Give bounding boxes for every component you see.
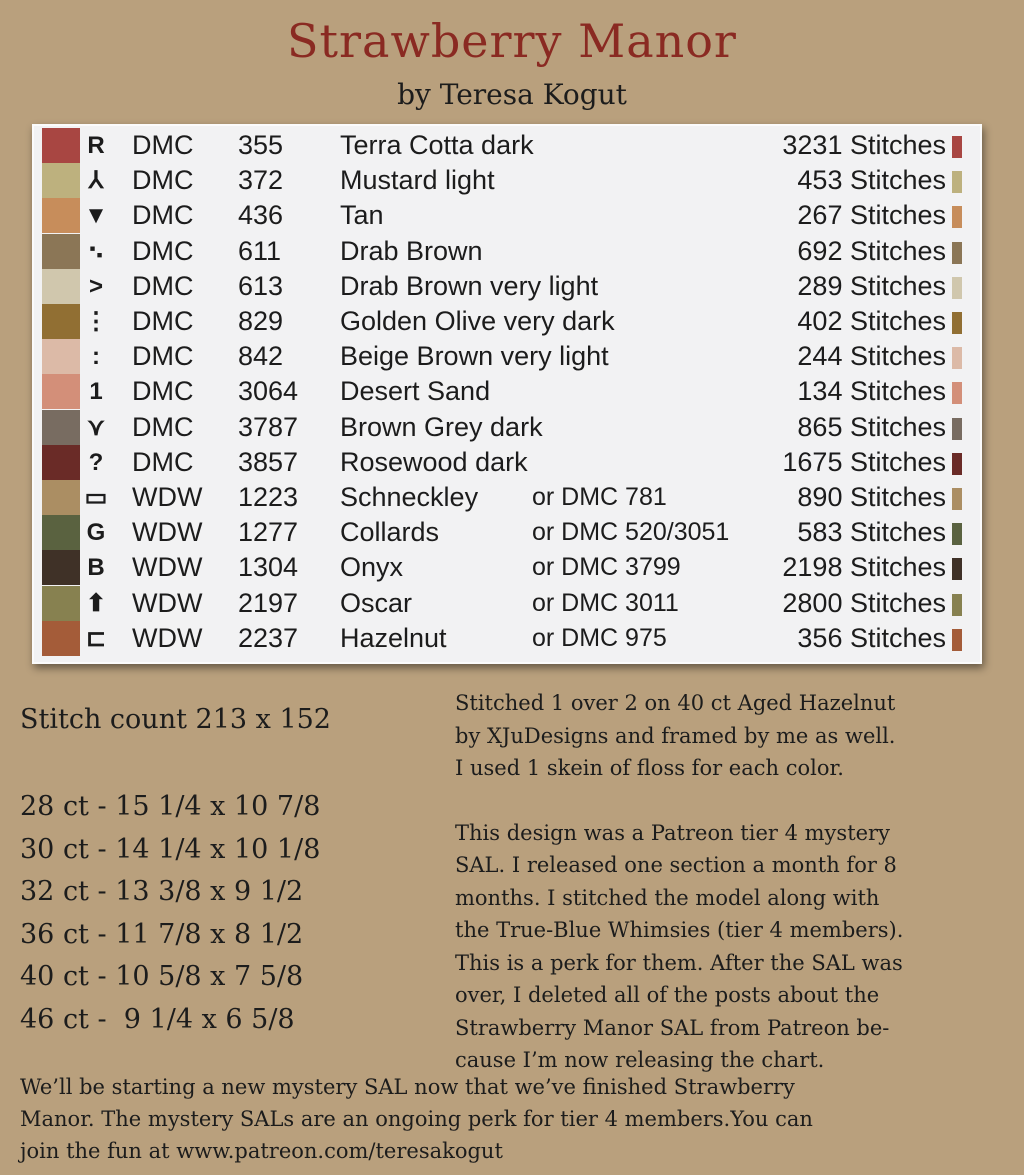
thread-code: 3857 [238, 446, 299, 477]
stitch-count-cell: 865 Stitches [797, 411, 946, 442]
end-color-swatch [952, 488, 962, 510]
color-name: Mustard light [340, 165, 495, 196]
legend-row [34, 586, 980, 621]
thread-brand: WDW [132, 482, 203, 512]
notes-paragraph-2 [455, 817, 1015, 1077]
stitch-count-cell: 692 Stitches [797, 235, 946, 266]
legend-row [34, 410, 980, 445]
color-swatch [42, 374, 80, 409]
stitch-symbol: > [88, 272, 103, 300]
legend-row [34, 550, 980, 585]
stitch-count-cell: 289 Stitches [797, 270, 946, 301]
stitch-symbol: ⋎ [87, 413, 105, 441]
thread-brand: WDW [132, 517, 203, 548]
size-line: 28 ct - 15 1/4 x 10 7/8 [20, 791, 321, 822]
alternative-thread: or DMC 781 [532, 483, 667, 511]
text-line: by XJuDesigns and framed by me as well. [455, 723, 896, 748]
color-name: Rosewood dark [340, 446, 528, 477]
stitch-count-cell: 890 Stitches [797, 482, 946, 512]
thread-brand: WDW [132, 622, 203, 653]
legend-row [34, 269, 980, 304]
end-color-swatch [952, 418, 962, 440]
color-name: Schneckley [340, 482, 479, 512]
text-line: Strawberry Manor SAL from Patreon be- [455, 1015, 890, 1040]
fabric-size-list [20, 786, 320, 1041]
size-line: 30 ct - 14 1/4 x 10 1/8 [20, 833, 321, 865]
alternative-thread: or DMC 3011 [532, 588, 679, 617]
end-color-swatch [952, 523, 962, 545]
thread-code: 1277 [238, 517, 299, 548]
thread-code: 436 [238, 200, 284, 231]
legend-row [34, 198, 980, 233]
text-line: We’ll be starting a new mystery SAL now that we’ve finished Strawberry [20, 1075, 795, 1099]
end-color-swatch [952, 594, 962, 616]
thread-brand: WDW [132, 552, 203, 583]
color-name: Hazelnut [340, 622, 447, 653]
thread-brand: DMC [132, 411, 194, 442]
thread-brand: DMC [132, 200, 194, 231]
thread-code: 2237 [238, 622, 299, 653]
notes-paragraph-1 [455, 687, 1015, 785]
text-line: This design was a Patreon tier 4 mystery [455, 820, 890, 845]
stitch-symbol: ⅄ [88, 167, 104, 195]
thread-code: 1223 [238, 482, 299, 512]
color-swatch [42, 339, 80, 374]
thread-code: 1304 [238, 552, 299, 583]
stitch-count-cell: 1675 Stitches [782, 446, 946, 477]
stitch-symbol: ⊏ [85, 624, 107, 652]
size-line: 40 ct - 10 5/8 x 7 5/8 [20, 961, 304, 992]
stitch-count-cell: 402 Stitches [797, 306, 946, 336]
color-name: Terra Cotta dark [340, 130, 534, 160]
legend-row [34, 515, 980, 550]
stitch-symbol: 1 [89, 378, 103, 406]
legend-row [34, 304, 980, 339]
color-swatch [42, 269, 80, 304]
thread-brand: DMC [132, 165, 194, 196]
closing-paragraph [20, 1071, 1010, 1167]
stitch-symbol: : [92, 343, 100, 371]
color-swatch [42, 515, 80, 550]
thread-code: 3787 [238, 411, 299, 442]
legend-row [34, 621, 980, 656]
text-line: cause I’m now releasing the chart. [455, 1048, 825, 1072]
color-swatch [42, 234, 80, 269]
color-swatch [42, 198, 80, 233]
color-name: Brown Grey dark [340, 411, 543, 442]
alternative-thread: or DMC 520/3051 [532, 518, 730, 547]
stitching-notes [455, 687, 1015, 1077]
end-color-swatch [952, 206, 962, 228]
color-swatch [42, 621, 80, 656]
end-color-swatch [952, 136, 962, 158]
text-line: Stitched 1 over 2 on 40 ct Aged Hazelnut [455, 691, 896, 715]
stitch-symbol: G [86, 519, 106, 547]
thread-brand: DMC [132, 130, 194, 160]
color-swatch [42, 410, 80, 445]
color-swatch [42, 304, 80, 339]
size-line: 36 ct - 11 7/8 x 8 1/2 [20, 918, 304, 950]
legend-row [34, 163, 980, 198]
thread-brand: WDW [132, 587, 203, 618]
legend-row [34, 339, 980, 374]
stitch-symbol: ▼ [84, 202, 108, 230]
stitch-count-cell: 267 Stitches [797, 200, 946, 231]
stitch-count-cell: 2198 Stitches [782, 552, 946, 583]
thread-code: 2197 [238, 587, 299, 618]
floss-legend-table [32, 124, 982, 664]
page-title: Strawberry Manor [287, 14, 737, 68]
stitch-count-cell: 134 Stitches [797, 376, 946, 407]
stitch-count: Stitch count 213 x 152 [20, 704, 331, 735]
color-name: Drab Brown [340, 235, 483, 266]
stitch-symbol: R [87, 132, 105, 159]
text-line: SAL. I released one section a month for 8 [455, 853, 897, 877]
legend-row [34, 445, 980, 480]
end-color-swatch [952, 171, 962, 193]
text-line: This is a perk for them. After the SAL was [455, 950, 903, 975]
stitch-count-cell: 244 Stitches [797, 341, 946, 372]
color-swatch [42, 163, 80, 198]
end-color-swatch [952, 453, 962, 475]
color-name: Desert Sand [340, 376, 491, 407]
stitch-count-cell: 356 Stitches [797, 622, 946, 653]
stitch-symbol: ⠢ [87, 237, 105, 265]
thread-code: 829 [238, 306, 284, 336]
stitch-symbol: B [87, 554, 105, 582]
end-color-swatch [952, 629, 962, 651]
color-name: Golden Olive very dark [340, 306, 615, 336]
thread-brand: DMC [132, 446, 194, 477]
stitch-symbol: ⬆ [85, 589, 107, 617]
color-name: Oscar [340, 587, 413, 618]
color-swatch [42, 445, 80, 480]
legend-row [34, 374, 980, 409]
thread-code: 3064 [238, 376, 299, 407]
stitch-count-cell: 583 Stitches [797, 517, 946, 548]
stitch-count-cell: 3231 Stitches [782, 130, 946, 160]
text-line: I used 1 skein of floss for each color. [455, 756, 844, 780]
byline: by Teresa Kogut [397, 78, 627, 111]
legend-row [34, 480, 980, 515]
color-name: Onyx [340, 552, 404, 583]
alternative-thread: or DMC 975 [532, 623, 667, 652]
end-color-swatch [952, 347, 962, 369]
thread-code: 613 [238, 270, 284, 301]
end-color-swatch [952, 242, 962, 264]
size-line: 46 ct - 9 1/4 x 6 5/8 [20, 1003, 295, 1035]
thread-code: 611 [238, 235, 282, 266]
thread-code: 842 [238, 341, 284, 372]
thread-code: 355 [238, 130, 284, 160]
color-swatch [42, 128, 80, 163]
end-color-swatch [952, 382, 962, 404]
size-line: 32 ct - 13 3/8 x 9 1/2 [20, 876, 304, 907]
alternative-thread: or DMC 3799 [532, 553, 681, 582]
color-swatch [42, 480, 80, 515]
thread-brand: DMC [132, 376, 194, 407]
text-line: months. I stitched the model along with [455, 885, 880, 910]
thread-brand: DMC [132, 306, 194, 336]
end-color-swatch [952, 277, 962, 299]
color-swatch [42, 586, 80, 621]
stitch-symbol: ▭ [84, 484, 108, 511]
text-line: the True-Blue Whimsies (tier 4 members). [455, 918, 904, 942]
thread-brand: DMC [132, 341, 194, 372]
color-name: Tan [340, 200, 384, 231]
stitch-count-cell: 453 Stitches [797, 165, 946, 196]
end-color-swatch [952, 558, 962, 580]
text-line: over, I deleted all of the posts about the [455, 983, 880, 1007]
color-name: Beige Brown very light [340, 341, 609, 372]
stitch-symbol: ⋮ [84, 308, 108, 335]
color-swatch [42, 550, 80, 585]
legend-row [34, 234, 980, 269]
thread-brand: DMC [132, 270, 194, 301]
legend-row [34, 128, 980, 163]
text-line: Manor. The mystery SALs are an ongoing perk for tier 4 members.You can [20, 1107, 813, 1131]
color-name: Drab Brown very light [340, 270, 599, 301]
end-color-swatch [952, 312, 962, 334]
thread-brand: DMC [132, 235, 194, 266]
color-name: Collards [340, 517, 440, 548]
stitch-symbol: ? [88, 448, 104, 476]
stitch-count-cell: 2800 Stitches [782, 587, 946, 618]
text-line: join the fun at www.patreon.com/teresakogut [20, 1139, 503, 1163]
thread-code: 372 [238, 165, 284, 196]
